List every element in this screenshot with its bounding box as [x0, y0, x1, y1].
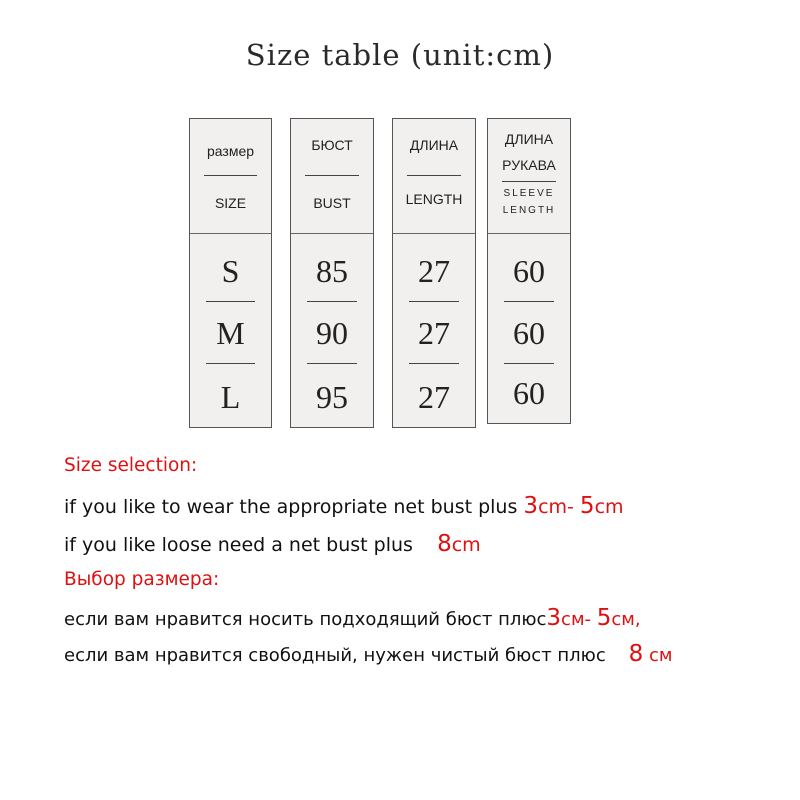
bust-value-m: 90: [316, 315, 348, 351]
header-bottom-line: [190, 233, 271, 234]
sleeve-value-s: 60: [513, 253, 545, 289]
size-column: [189, 118, 272, 428]
header-ru: размер: [206, 143, 255, 159]
value-divider: [206, 363, 255, 364]
en-line-1-unit-1: cm-: [538, 496, 580, 518]
header-divider: [407, 175, 461, 176]
value-divider: [307, 301, 357, 302]
ru-line-2: [64, 641, 672, 667]
sleeve-length-column: [487, 118, 571, 424]
ru-line-1-unit-2: см,: [611, 609, 641, 630]
sleeve-length-column-header: [488, 119, 570, 233]
value-divider: [504, 301, 554, 302]
ru-line-1-text: если вам нравится носить подходящий бюст плюс: [64, 609, 547, 630]
header-en: SLEEVE: [503, 188, 555, 199]
ru-line-1-value-1: 3: [546, 605, 562, 631]
ru-line-1-unit-1: см-: [561, 609, 597, 630]
length-value-m: 27: [418, 315, 450, 351]
header-en: SIZE: [214, 195, 247, 211]
ru-line-1-value-2: 5: [596, 605, 612, 631]
sleeve-value-m: 60: [513, 315, 545, 351]
header-divider: [502, 181, 556, 182]
bust-value-s: 85: [316, 253, 348, 289]
header-bottom-line: [488, 233, 570, 234]
length-column-header: [393, 119, 475, 233]
size-value-m: M: [216, 315, 245, 351]
en-heading: Size selection:: [64, 455, 198, 476]
ru-line-1: [64, 605, 641, 631]
ru-line-2-unit: см: [649, 645, 673, 666]
size-value-s: S: [221, 253, 240, 289]
header-bottom-line: [393, 233, 475, 234]
en-line-1-unit-2: cm: [594, 496, 624, 518]
en-line-1-value-1: 3: [523, 493, 539, 519]
header-divider: [305, 175, 359, 176]
header-ru: ДЛИНА: [504, 131, 554, 147]
header-bottom-line: [291, 233, 373, 234]
length-column: [392, 118, 476, 428]
sleeve-value-l: 60: [513, 375, 545, 411]
ru-line-2-value: 8: [628, 641, 644, 667]
size-column-header: [190, 119, 271, 233]
header-en: BUST: [313, 195, 351, 211]
length-value-l: 27: [418, 379, 450, 415]
ru-line-2-text: если вам нравится свободный, нужен чистый бюст плюс: [64, 645, 606, 666]
bust-column-header: [291, 119, 373, 233]
en-line-1-text: if you like to wear the appropriate net bust plus: [64, 496, 518, 518]
value-divider: [409, 363, 459, 364]
en-line-2-value: 8: [437, 531, 452, 557]
size-value-l: L: [220, 379, 241, 415]
header-en-line2: LENGTH: [502, 205, 556, 216]
value-divider: [307, 363, 357, 364]
value-divider: [409, 301, 459, 302]
en-line-1: [64, 493, 624, 519]
header-en: LENGTH: [405, 191, 463, 207]
bust-column: [290, 118, 374, 428]
header-ru-line2: РУКАВА: [502, 157, 556, 173]
ru-heading: Выбор размера:: [64, 569, 220, 590]
en-line-2: [64, 531, 481, 557]
length-value-s: 27: [418, 253, 450, 289]
header-ru: БЮСТ: [311, 137, 353, 153]
header-ru: ДЛИНА: [409, 137, 459, 153]
en-line-1-value-2: 5: [579, 493, 595, 519]
page-title: Size table (unit:cm): [245, 38, 555, 72]
value-divider: [504, 363, 554, 364]
bust-value-l: 95: [316, 379, 348, 415]
value-divider: [206, 301, 255, 302]
en-line-2-text: if you like loose need a net bust plus: [64, 534, 413, 556]
en-line-2-unit: cm: [451, 534, 481, 556]
header-divider: [204, 175, 257, 176]
